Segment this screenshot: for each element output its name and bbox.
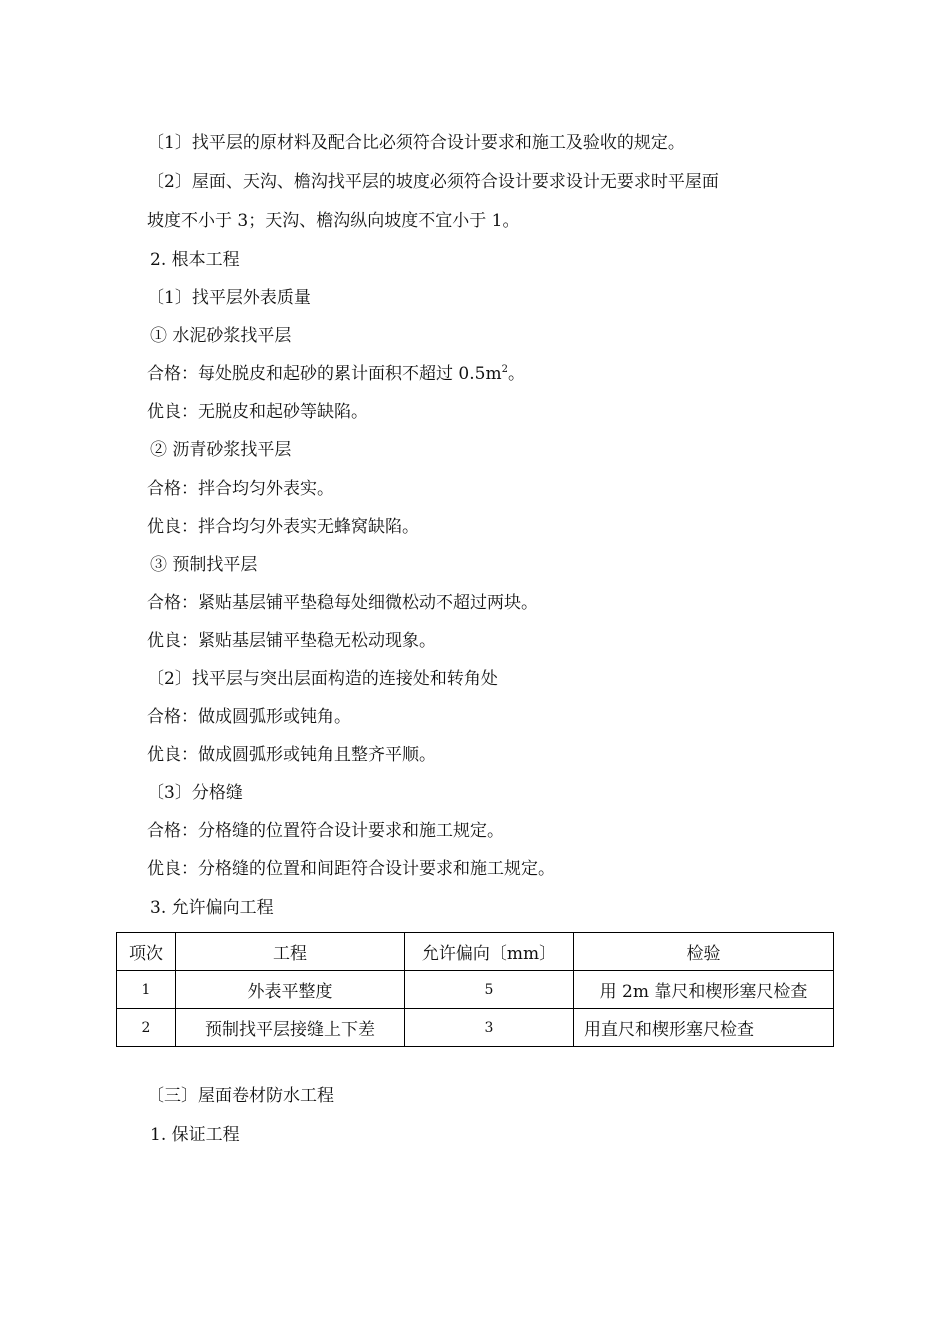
table-cell: 5	[405, 971, 574, 1009]
table-cell: 3	[405, 1009, 574, 1047]
table-cell: 用 2m 靠尺和楔形塞尺检查	[574, 971, 834, 1009]
text-line: 合格：紧贴基层铺平垫稳每处细微松动不超过两块。	[147, 593, 538, 613]
table-header: 项次	[117, 933, 176, 971]
text-line	[147, 364, 525, 384]
text-line: 〔3〕分格缝	[147, 783, 243, 803]
text-line: ① 水泥砂浆找平层	[150, 326, 292, 346]
table-row	[117, 971, 834, 1009]
text-line: 优良：分格缝的位置和间距符合设计要求和施工规定。	[147, 859, 555, 879]
text-segment: 合格：每处脱皮和起砂的累计面积不超过 0.5m	[147, 364, 502, 384]
table-header-row	[117, 933, 834, 971]
table-cell: 1	[117, 971, 176, 1009]
text-line: 优良：无脱皮和起砂等缺陷。	[147, 402, 368, 422]
text-line: ② 沥青砂浆找平层	[150, 440, 292, 460]
table-row	[117, 1009, 834, 1047]
tolerance-table	[116, 932, 834, 1047]
table-cell: 预制找平层接缝上下差	[176, 1009, 405, 1047]
table-header: 检验	[574, 933, 834, 971]
text-line: 〔2〕屋面、天沟、檐沟找平层的坡度必须符合设计要求设计无要求时平屋面	[147, 172, 719, 192]
superscript: 2	[501, 364, 508, 375]
section-heading: 3. 允许偏向工程	[150, 898, 274, 918]
text-line: 合格：拌合均匀外表实。	[147, 479, 334, 499]
section-heading: 〔三〕屋面卷材防水工程	[147, 1086, 334, 1106]
text-line: 合格：做成圆弧形或钝角。	[147, 707, 351, 727]
table-header: 工程	[176, 933, 405, 971]
section-heading: 1. 保证工程	[150, 1125, 240, 1145]
section-heading: 2. 根本工程	[150, 250, 240, 270]
table-cell: 2	[117, 1009, 176, 1047]
text-line: 优良：紧贴基层铺平垫稳无松动现象。	[147, 631, 436, 651]
text-line: 优良：做成圆弧形或钝角且整齐平顺。	[147, 745, 436, 765]
text-line: 优良：拌合均匀外表实无蜂窝缺陷。	[147, 517, 419, 537]
text-line: 坡度不小于 3；天沟、檐沟纵向坡度不宜小于 1。	[147, 211, 520, 231]
text-line: 〔1〕找平层外表质量	[147, 288, 311, 308]
text-line: 〔1〕找平层的原材料及配合比必须符合设计要求和施工及验收的规定。	[147, 133, 685, 153]
table-cell: 用直尺和楔形塞尺检查	[574, 1009, 834, 1047]
text-line: ③ 预制找平层	[150, 555, 258, 575]
text-line: 合格：分格缝的位置符合设计要求和施工规定。	[147, 821, 504, 841]
table-cell: 外表平整度	[176, 971, 405, 1009]
text-line: 〔2〕找平层与突出层面构造的连接处和转角处	[147, 669, 498, 689]
text-segment: 。	[507, 364, 525, 384]
table-header: 允许偏向〔mm〕	[405, 933, 574, 971]
